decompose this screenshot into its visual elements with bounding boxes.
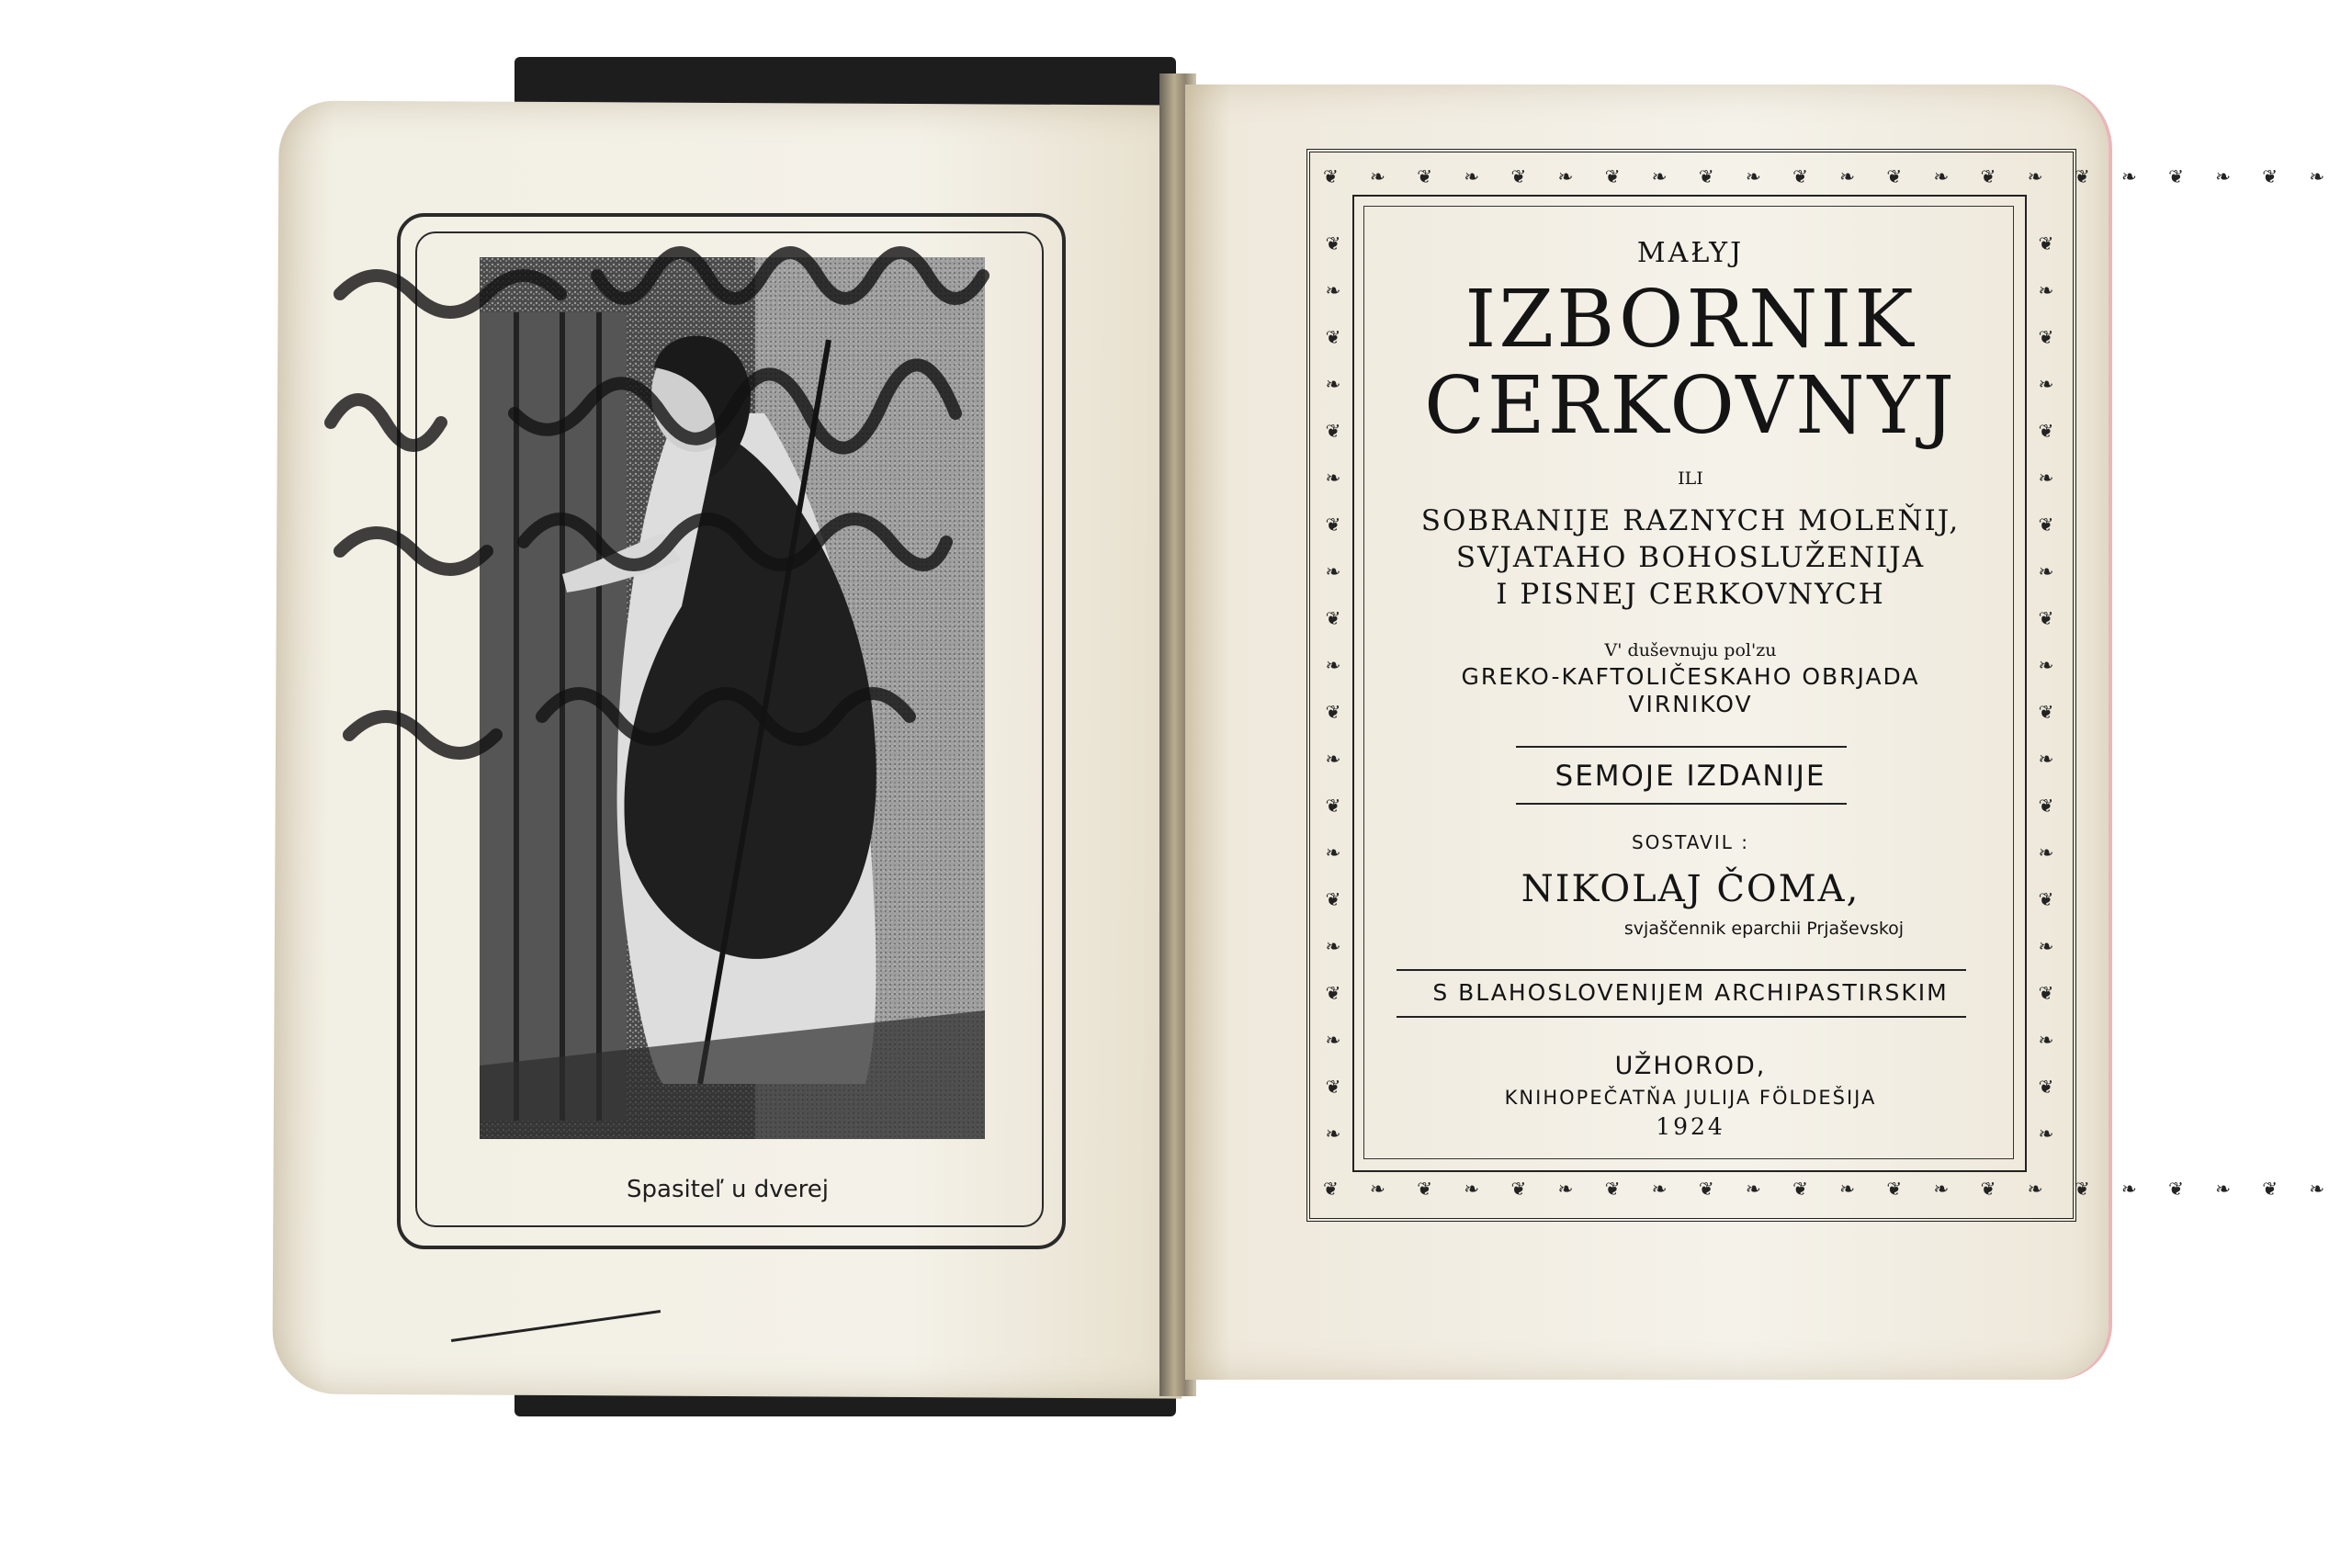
subtitle-line-3: I PISNEJ CERKOVNYCH [1496, 578, 1885, 611]
author-title: svjaščennik eparchii Prjaševskoj [1623, 919, 1905, 939]
blessing-rule-top [1396, 969, 1966, 971]
right-ornament-band: ❦ ❧ ❦ ❧ ❦ ❧ ❦ ❧ ❦ ❧ ❦ ❧ ❦ ❧ ❦ ❧ ❦ ❧ ❦ ❧ [2038, 232, 2054, 1145]
dedication-line-3: VIRNIKOV [1628, 691, 1753, 717]
compiled-by-label: SOSTAVIL : [1631, 831, 1750, 853]
dedication-line-2: GREKO-KAFTOLIČESKAHO OBRJADA [1461, 663, 1920, 690]
dedication-line: V' duševnuju pol'zu [1604, 640, 1777, 660]
title-ili: ILI [1678, 468, 1703, 489]
imprint-printer: KNIHOPEČATŇA JULIJA FÖLDEŠIJA [1504, 1087, 1877, 1109]
edition-label: SEMOJE IZDANIJE [1555, 760, 1826, 793]
title-cerkovnyj: CERKOVNYJ [1424, 360, 1957, 452]
left-ornament-band: ❦ ❧ ❦ ❧ ❦ ❧ ❦ ❧ ❦ ❧ ❦ ❧ ❦ ❧ ❦ ❧ ❦ ❧ ❦ ❧ [1325, 232, 1341, 1145]
edition-rule-top [1516, 746, 1847, 748]
title-izbornik: IZBORNIK [1464, 274, 1917, 366]
bottom-ornament-band: ❦ ❧ ❦ ❧ ❦ ❧ ❦ ❧ ❦ ❧ ❦ ❧ ❦ ❧ ❦ ❧ ❦ ❧ ❦ ❧ ❦ ❧ [1323, 1178, 2338, 1200]
subtitle-line-1: SOBRANIJE RAZNYCH MOLEŇIJ, [1420, 504, 1961, 537]
handwritten-inscription [322, 239, 1075, 808]
imprint-year: 1924 [1656, 1113, 1725, 1140]
top-ornament-band: ❦ ❧ ❦ ❧ ❦ ❧ ❦ ❧ ❦ ❧ ❦ ❧ ❦ ❧ ❦ ❧ ❦ ❧ ❦ ❧ ❦ ❧ [1323, 165, 2338, 187]
blessing-rule-bottom [1396, 1016, 1966, 1018]
blessing-line: S BLAHOSLOVENIJEM ARCHIPASTIRSKIM [1432, 979, 1949, 1006]
edition-rule-bottom [1516, 803, 1847, 805]
subtitle-line-2: SVJATAHO BOHOSLUŽENIJA [1455, 541, 1926, 574]
imprint-city: UŽHOROD, [1614, 1052, 1767, 1080]
frontispiece-caption: Spasiteľ u dverej [627, 1176, 829, 1203]
author-name: NIKOLAJ ČOMA, [1521, 868, 1860, 910]
title-line-maly: MAŁYJ [1636, 237, 1745, 269]
